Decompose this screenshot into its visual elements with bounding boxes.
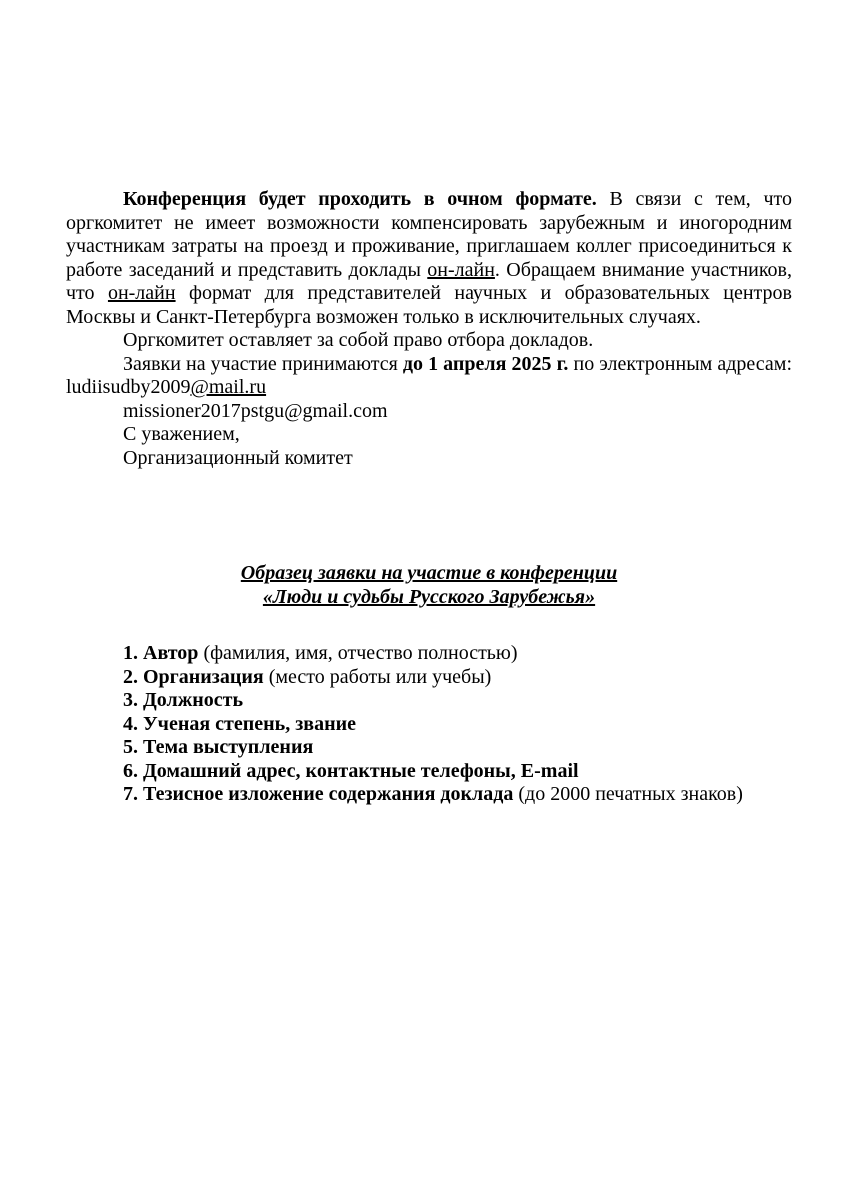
list-item-contacts bbox=[123, 760, 792, 784]
paragraph-conference-format bbox=[66, 188, 792, 329]
list-item-topic bbox=[123, 736, 792, 760]
list-item-normal: (фамилия, имя, отчество полностью) bbox=[203, 642, 518, 664]
paragraph-text: по электронным адресам: bbox=[568, 352, 793, 375]
list-item-author bbox=[123, 642, 792, 666]
email-address-mailru bbox=[66, 376, 266, 398]
list-item-bold: 5. Тема выступления bbox=[123, 736, 314, 758]
email-address-gmail: missioner2017pstgu@gmail.com bbox=[123, 399, 388, 422]
email-domain-underlined: @mail.ru bbox=[190, 376, 267, 398]
list-item-normal: (до 2000 печатных знаков) bbox=[518, 783, 743, 805]
list-item-bold: 7. Тезисное изложение содержания доклада bbox=[123, 783, 519, 805]
list-item-position bbox=[123, 689, 792, 713]
list-item-bold: 6. Домашний адрес, контактные телефоны, E-mail bbox=[123, 759, 579, 782]
application-sample-heading bbox=[66, 562, 792, 609]
heading-line-2: «Люди и судьбы Русского Зарубежья» bbox=[262, 585, 596, 608]
list-item-bold: 3. Должность bbox=[123, 689, 244, 711]
list-item-abstract bbox=[123, 783, 792, 807]
email-name: ludiisudby2009 bbox=[66, 376, 191, 398]
closing-regards: С уважением, bbox=[123, 423, 240, 445]
paragraph-selection-right: Оргкомитет оставляет за собой право отбора докладов. bbox=[123, 329, 594, 351]
paragraph-text: В связи с тем, что оргкомитет не имеет возможности компенсировать зарубежным и иногородним участникам затраты на проезд и проживание, приглашаем коллег присоединиться к работе заседаний и представить доклады bbox=[66, 188, 792, 281]
list-item-degree bbox=[123, 713, 792, 737]
conference-format-bold-lead: Конференция будет проходить в очном формате. bbox=[123, 188, 597, 210]
deadline-bold: до 1 апреля 2025 г. bbox=[402, 352, 569, 375]
list-item-normal: (место работы или учебы) bbox=[268, 665, 492, 688]
paragraph-text: формат для представителей научных и образовательных центров Москвы и Санкт-Петербурга возможен только в исключительных случаях. bbox=[66, 282, 792, 328]
list-item-bold: 2. Организация bbox=[123, 665, 269, 688]
application-fields-list bbox=[66, 642, 792, 807]
closing-committee: Организационный комитет bbox=[123, 446, 353, 469]
online-underlined-term: он-лайн bbox=[107, 282, 176, 304]
list-item-bold: 4. Ученая степень, звание bbox=[123, 712, 357, 735]
list-item-organization bbox=[123, 666, 792, 690]
online-underlined-term: он-лайн bbox=[427, 258, 495, 281]
heading-line-1: Образец заявки на участие в конференции bbox=[240, 562, 618, 584]
list-item-bold: 1. Автор bbox=[123, 642, 204, 664]
paragraph-applications-deadline bbox=[66, 353, 792, 400]
paragraph-text: . Обращаем внимание участников, что bbox=[66, 258, 792, 304]
paragraph-text: Заявки на участие принимаются bbox=[123, 352, 403, 375]
